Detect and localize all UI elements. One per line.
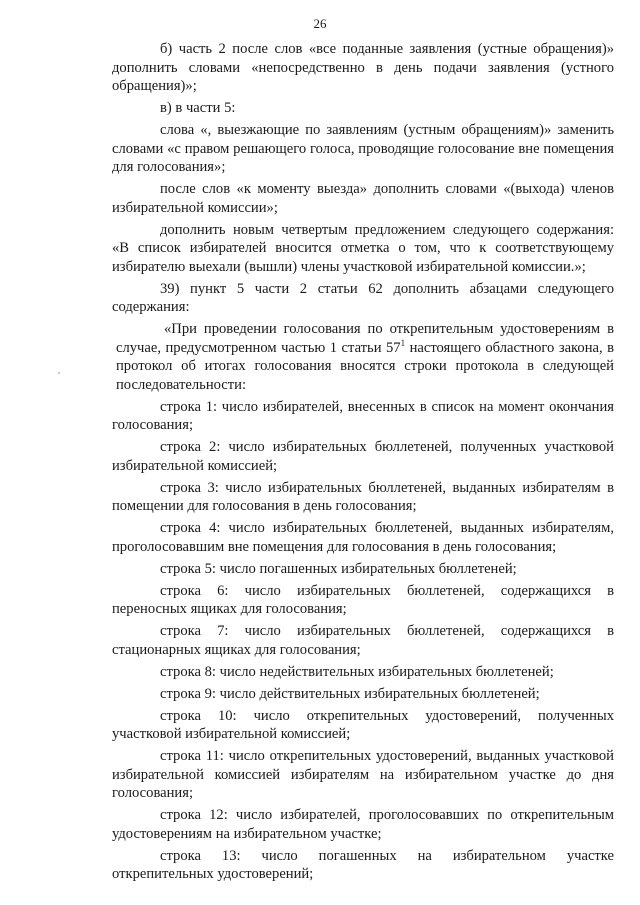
protocol-row-9: строка 9: число действительных избирательных бюллетеней; [160, 685, 540, 702]
protocol-row-5: строка 5: число погашенных избирательных бюллетеней; [160, 560, 517, 577]
paragraph-b: б) часть 2 после слов «все поданные заявления (устные обращения)» дополнить словами «непосредственно в день подачи заявления (устного обращения)»; [112, 41, 614, 94]
protocol-row-11: строка 11: число открепительных удостоверений, выданных участковой избирательной комиссией избирателям на избирательном участке до дня голосования; [112, 748, 614, 801]
protocol-row-3: строка 3: число избирательных бюллетеней, выданных избирателям в помещении для голосования в день голосования; [112, 479, 614, 514]
paragraph-39: 39) пункт 5 части 2 статьи 62 дополнить абзацами следующего содержания: [112, 280, 614, 315]
scan-speck [58, 372, 60, 374]
quote-intro [112, 320, 614, 394]
quote-intro-text-a: «При проведении голосования по открепительным удостоверениям в случае, предусмотренном частью 1 статьи 57 [116, 321, 614, 356]
paragraph-fourth-sentence: дополнить новым четвертым предложением следующего содержания: «В список избирателей вносится отметка о том, что к соответствующему избирателю выехали (вышли) члены участковой избирательной комиссии.»; [112, 221, 614, 275]
page-number: 26 [313, 16, 327, 31]
article-superscript: 1 [400, 337, 406, 348]
paragraph-replace-words: слова «, выезжающие по заявлениям (устным обращениям)» заменить словами «с правом решающего голоса, проводящие голосование вне помещения для голосования»; [112, 122, 614, 175]
document-body [112, 40, 614, 887]
protocol-row-12: строка 12: число избирателей, проголосовавших по открепительным удостоверениям на избирательном участке; [112, 807, 614, 842]
protocol-row-2: строка 2: число избирательных бюллетеней, полученных участковой избирательной комиссией; [112, 439, 614, 474]
paragraph-after-words: после слов «к моменту выезда» дополнить словами «(выхода) членов избирательной комиссии»; [112, 181, 614, 216]
protocol-row-13: строка 13: число погашенных на избирательном участке открепительных удостоверений; [112, 847, 614, 882]
quote-intro-text-b: настоящего областного закона, в протокол об итогах голосования вносятся строки протокола в следующей последовательности: [116, 339, 615, 393]
protocol-row-7: строка 7: число избирательных бюллетеней, содержащихся в стационарных ящиках для голосования; [112, 623, 614, 658]
protocol-row-4: строка 4: число избирательных бюллетеней, выданных избирателям, проголосовавшим вне помещения для голосования в день голосования; [112, 520, 614, 555]
protocol-row-6: строка 6: число избирательных бюллетеней, содержащихся в переносных ящиках для голосования; [112, 582, 614, 617]
protocol-row-1: строка 1: число избирателей, внесенных в список на момент окончания голосования; [112, 398, 614, 433]
protocol-row-8: строка 8: число недействительных избирательных бюллетеней; [160, 663, 554, 680]
paragraph-v: в) в части 5: [160, 100, 236, 116]
protocol-row-10: строка 10: число открепительных удостоверений, полученных участковой избирательной комиссией; [112, 707, 614, 742]
